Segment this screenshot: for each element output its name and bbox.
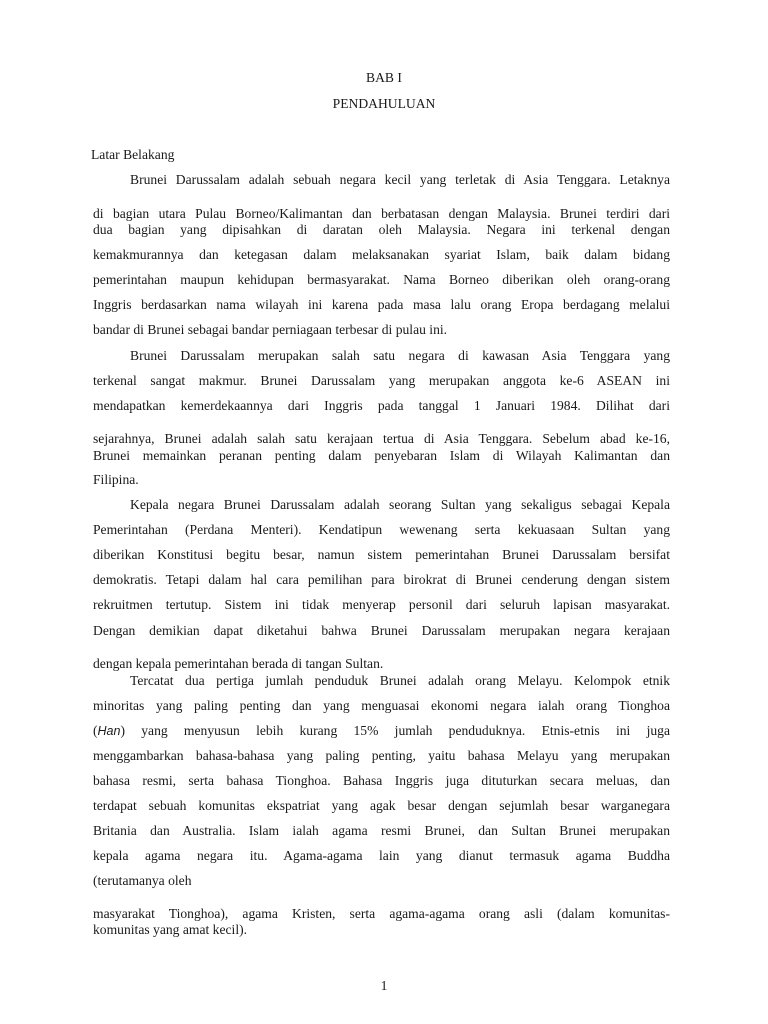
paragraph-line: dua bagian yang dipisahkan di daratan oleh Malaysia. Negara ini terkenal dengan xyxy=(93,222,670,237)
paragraph-line: pemerintahan maupun kehidupan bermasyarakat. Nama Borneo diberikan oleh orang-orang xyxy=(93,272,670,287)
paragraph-line: Kepala negara Brunei Darussalam adalah seorang Sultan yang sekaligus sebagai Kepala xyxy=(130,497,670,512)
paren-open: ( xyxy=(93,723,98,738)
paragraph-line xyxy=(93,723,670,739)
paragraph-line: mendapatkan kemerdekaannya dari Inggris pada tanggal 1 Januari 1984. Dilihat dari xyxy=(93,398,670,413)
paragraph-line: di bagian utara Pulau Borneo/Kalimantan dan berbatasan dengan Malaysia. Brunei terdiri dari xyxy=(93,206,670,221)
section-heading: Latar Belakang xyxy=(91,147,175,162)
chapter-number: BAB I xyxy=(366,70,402,85)
paragraph-line: Inggris berdasarkan nama wilayah ini karena pada masa lalu orang Eropa berdagang melalui xyxy=(93,297,670,312)
paragraph-line: Tercatat dua pertiga jumlah penduduk Brunei adalah orang Melayu. Kelompok etnik xyxy=(130,673,670,688)
paragraph-line: (terutamanya oleh xyxy=(93,873,192,888)
paragraph-line: masyarakat Tionghoa), agama Kristen, serta agama-agama orang asli (dalam komunitas- xyxy=(93,906,670,921)
paragraph-line: Dengan demikian dapat diketahui bahwa Brunei Darussalam merupakan negara kerajaan xyxy=(93,623,670,638)
paragraph-line: bandar di Brunei sebagai bandar perniagaan terbesar di pulau ini. xyxy=(93,322,448,337)
page-number: 1 xyxy=(380,978,388,993)
paragraph-line: rekruitmen tertutup. Sistem ini tidak menyerap personil dari seluruh lapisan masyarakat. xyxy=(93,597,670,612)
paragraph-line: dengan kepala pemerintahan berada di tangan Sultan. xyxy=(93,656,384,671)
paragraph-line: Brunei memainkan peranan penting dalam penyebaran Islam di Wilayah Kalimantan dan xyxy=(93,448,670,463)
paragraph-line: demokratis. Tetapi dalam hal cara pemilihan para birokrat di Brunei cenderung dengan sistem xyxy=(93,572,670,587)
paragraph-line: kemakmurannya dan ketegasan dalam melaksanakan syariat Islam, baik dalam bidang xyxy=(93,247,670,262)
paragraph-line: Filipina. xyxy=(93,472,139,487)
paragraph-line: terdapat sebuah komunitas ekspatriat yang agak besar dengan sejumlah besar warganegara xyxy=(93,798,670,813)
paragraph-line: diberikan Konstitusi begitu besar, namun sistem pemerintahan Brunei Darussalam bersifat xyxy=(93,547,670,562)
paragraph-line-rest: ) yang menyusun lebih kurang 15% jumlah penduduknya. Etnis-etnis ini juga xyxy=(120,723,670,738)
han-term: Han xyxy=(97,724,121,738)
paragraph-line: terkenal sangat makmur. Brunei Darussalam yang merupakan anggota ke-6 ASEAN ini xyxy=(93,373,670,388)
paragraph-line: sejarahnya, Brunei adalah salah satu kerajaan tertua di Asia Tenggara. Sebelum abad ke-16, xyxy=(93,431,670,446)
paragraph-line: Brunei Darussalam merupakan salah satu negara di kawasan Asia Tenggara yang xyxy=(130,348,670,363)
paragraph-line: Britania dan Australia. Islam ialah agama resmi Brunei, dan Sultan Brunei merupakan xyxy=(93,823,670,838)
paragraph-line: bahasa resmi, serta bahasa Tionghoa. Bahasa Inggris juga dituturkan secara meluas, dan xyxy=(93,773,670,788)
paragraph-line: Brunei Darussalam adalah sebuah negara kecil yang terletak di Asia Tenggara. Letaknya xyxy=(130,172,670,187)
chapter-title: PENDAHULUAN xyxy=(332,96,436,111)
paragraph-line: kepala agama negara itu. Agama-agama lain yang dianut termasuk agama Buddha xyxy=(93,848,670,863)
paragraph-line: menggambarkan bahasa-bahasa yang paling penting, yaitu bahasa Melayu yang merupakan xyxy=(93,748,670,763)
paragraph-line: komunitas yang amat kecil). xyxy=(93,922,248,937)
paragraph-line: Pemerintahan (Perdana Menteri). Kendatipun wewenang serta kekuasaan Sultan yang xyxy=(93,522,670,537)
paragraph-line: minoritas yang paling penting dan yang menguasai ekonomi negara ialah orang Tionghoa xyxy=(93,698,670,713)
